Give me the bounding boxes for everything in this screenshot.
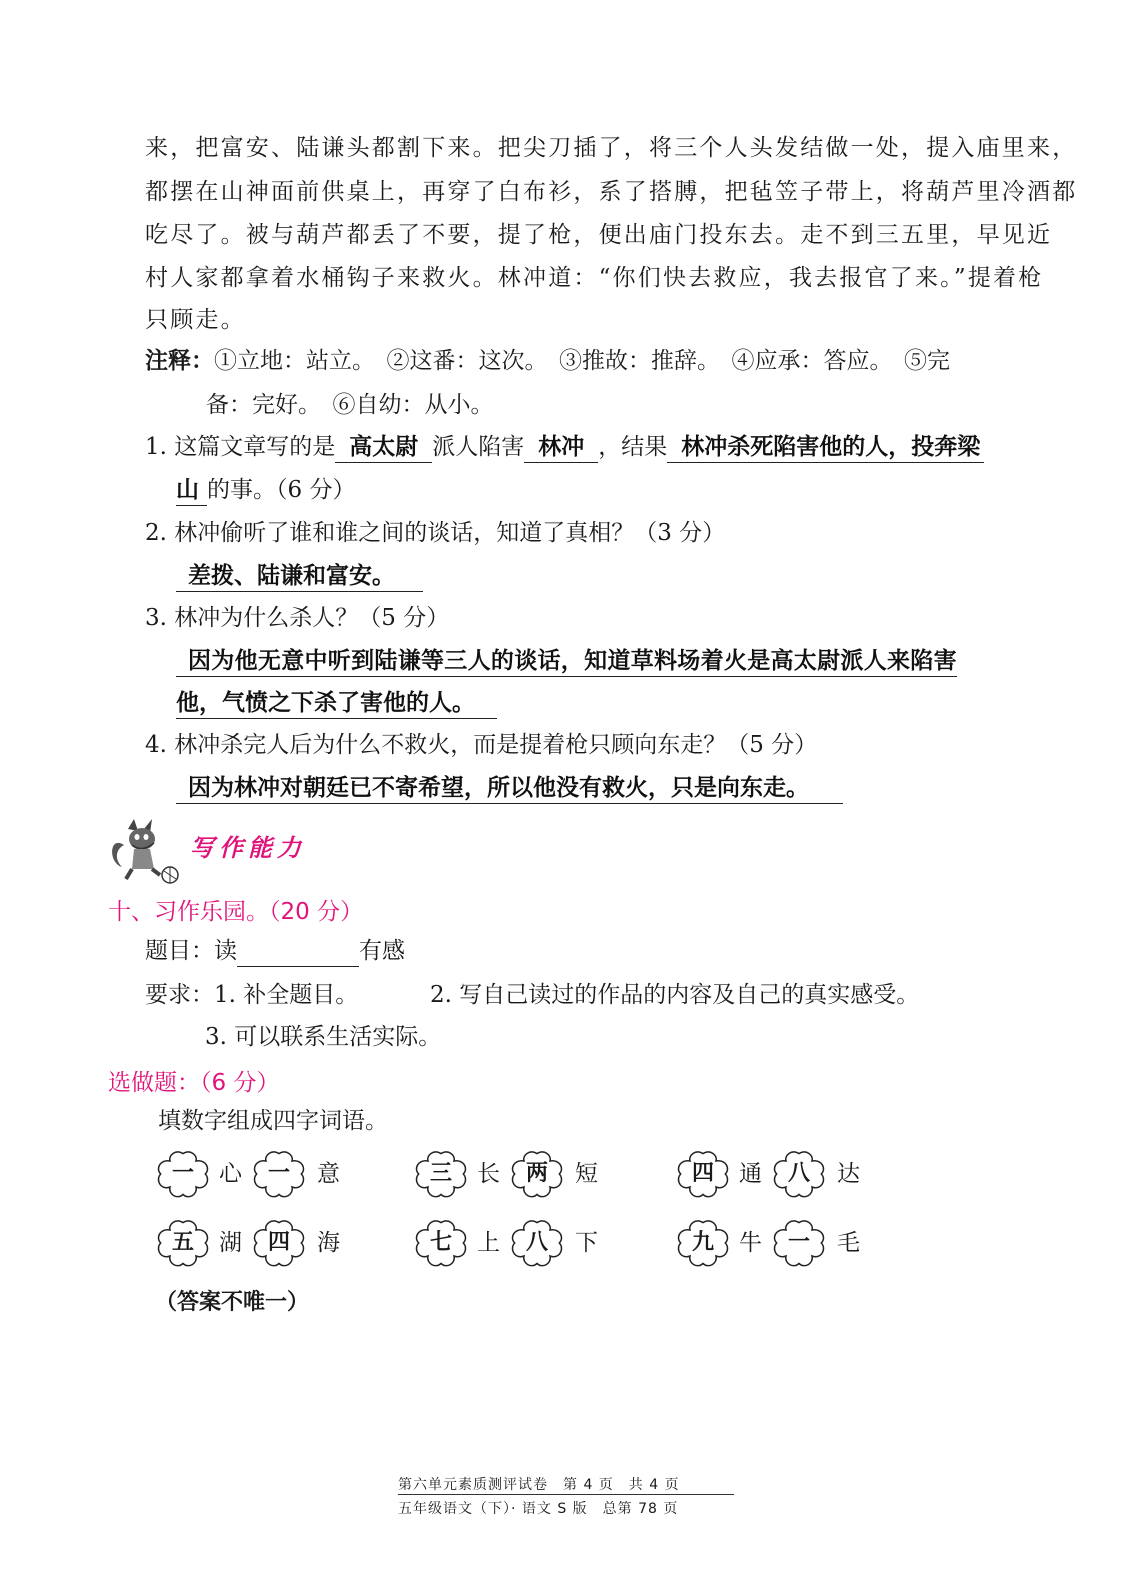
idiom-character: 湖 [219,1230,242,1256]
idiom-number: 一 [171,1161,194,1186]
flower-blank [251,1217,307,1269]
question-3 [145,603,449,633]
flower-blank [675,1217,731,1269]
question-text: 派人陷害 [432,434,525,460]
question-number: 4. [145,732,167,758]
flower-blank [413,1148,469,1200]
idiom-number: 五 [171,1230,194,1255]
idiom-character: 意 [317,1161,340,1187]
answer-line: 差拨、陆谦和富安。 [176,561,423,592]
question-text: 林冲偷听了谁和谁之间的谈话，知道了真相？（3 分） [174,520,726,546]
writing-heading: 十、习作乐园。（20 分） [108,899,364,925]
flower-blank [771,1217,827,1269]
flower-blank [413,1217,469,1269]
question-text: ，结果 [598,434,668,460]
flower-blank [771,1148,827,1200]
question-text: 林冲杀完人后为什么不救火，而是提着枪只顾向东走？（5 分） [174,732,818,758]
idiom-character: 上 [477,1230,500,1256]
question-2-answer [176,561,423,592]
optional-instruction: 填数字组成四字词语。 [158,1108,388,1134]
question-number: 1. [145,434,167,460]
question-3-answer-1 [176,646,957,677]
idiom-number: 两 [525,1161,548,1186]
notes-line-2: 备：完好。 ⑥自幼：从小。 [206,392,494,418]
flower-blank [155,1148,211,1200]
requirement-3: 3. 可以联系生活实际。 [205,1024,442,1050]
idiom-number: 四 [691,1161,714,1186]
flower-blank [675,1148,731,1200]
idiom-character: 长 [477,1161,500,1187]
notes-text: ①立地：站立。 ②这番：这次。 ③推故：推辞。 ④应承：答应。 ⑤完 [214,348,950,374]
idiom-character: 海 [317,1230,340,1256]
writing-banner: 写作能力 [190,834,306,862]
writing-title [145,936,405,967]
footer-divider [398,1494,734,1495]
question-text: 这篇文章写的是 [174,434,336,460]
answer-blank: 林冲 [524,432,598,463]
idiom-number: 八 [525,1230,548,1255]
idiom-character: 心 [219,1161,242,1187]
optional-heading: 选做题：（6 分） [108,1070,280,1096]
answer-blank: 山 [176,475,207,506]
question-3-answer-2 [176,688,497,719]
flower-blank [251,1148,307,1200]
answer-blank: 林冲杀死陷害他的人，投奔梁 [667,432,984,463]
question-number: 3. [145,605,167,631]
title-blank [237,936,359,967]
title-suffix: 有感 [359,938,405,964]
requirement-1: 1. 补全题目。 [214,982,359,1008]
passage-line: 来，把富安、陆谦头都割下来。把尖刀插了，将三个人头发结做一处，提入庙里来， [145,135,1078,161]
requirements-label: 要求： [145,982,214,1008]
question-number: 2. [145,520,167,546]
passage-line: 吃尽了。被与葫芦都丢了不要，提了枪，便出庙门投东去。走不到三五里，早见近 [145,222,1053,248]
idiom-number: 八 [787,1161,810,1186]
question-1-cont [176,475,355,506]
title-prefix: 题目：读 [145,938,237,964]
idiom-character: 通 [739,1161,762,1187]
footer-line-2: 五年级语文（下）· 语文 S 版 总第 78 页 [398,1501,679,1517]
idiom-character: 短 [575,1161,598,1187]
question-text: 林冲为什么杀人？（5 分） [174,605,450,631]
passage-line: 都摆在山神面前供桌上，再穿了白布衫，系了搭膊，把毡笠子带上，将葫芦里冷酒都 [145,179,1078,205]
fox-mascot-icon [104,815,190,885]
idiom-number: 四 [267,1230,290,1255]
answer-line: 因为他无意中听到陆谦等三人的谈话，知道草料场着火是高太尉派人来陷害 [176,646,957,677]
question-4 [145,730,817,760]
flower-blank [509,1148,565,1200]
requirement-2: 2. 写自己读过的作品的内容及自己的真实感受。 [430,982,920,1008]
notes-label: 注释： [145,348,214,374]
passage-line: 村人家都拿着水桶钩子来救火。林冲道：“你们快去救应，我去报官了来。”提着枪 [145,265,1044,291]
answer-line: 因为林冲对朝廷已不寄希望，所以他没有救火，只是向东走。 [176,773,843,804]
idiom-character: 毛 [837,1230,860,1256]
idiom-number: 三 [429,1161,452,1186]
question-1 [145,432,984,463]
idiom-character: 达 [837,1161,860,1187]
answer-blank: 高太尉 [335,432,432,463]
idiom-character: 下 [575,1230,598,1256]
idiom-number: 一 [267,1161,290,1186]
notes-line-1 [145,346,950,376]
passage-line: 只顾走。 [145,307,246,333]
idiom-character: 牛 [739,1230,762,1256]
idiom-number: 七 [429,1230,452,1255]
flower-blank [509,1217,565,1269]
footer-line-1: 第六单元素质测评试卷 第 4 页 共 4 页 [398,1477,680,1493]
idiom-number: 九 [691,1230,714,1255]
answer-note: （答案不唯一） [155,1290,310,1315]
answer-line: 他，气愤之下杀了害他的人。 [176,688,497,719]
question-4-answer [176,773,843,804]
idiom-number: 一 [787,1230,810,1255]
writing-requirements [145,980,358,1010]
question-text: 的事。（6 分） [207,477,356,503]
question-2 [145,518,725,548]
flower-blank [155,1217,211,1269]
